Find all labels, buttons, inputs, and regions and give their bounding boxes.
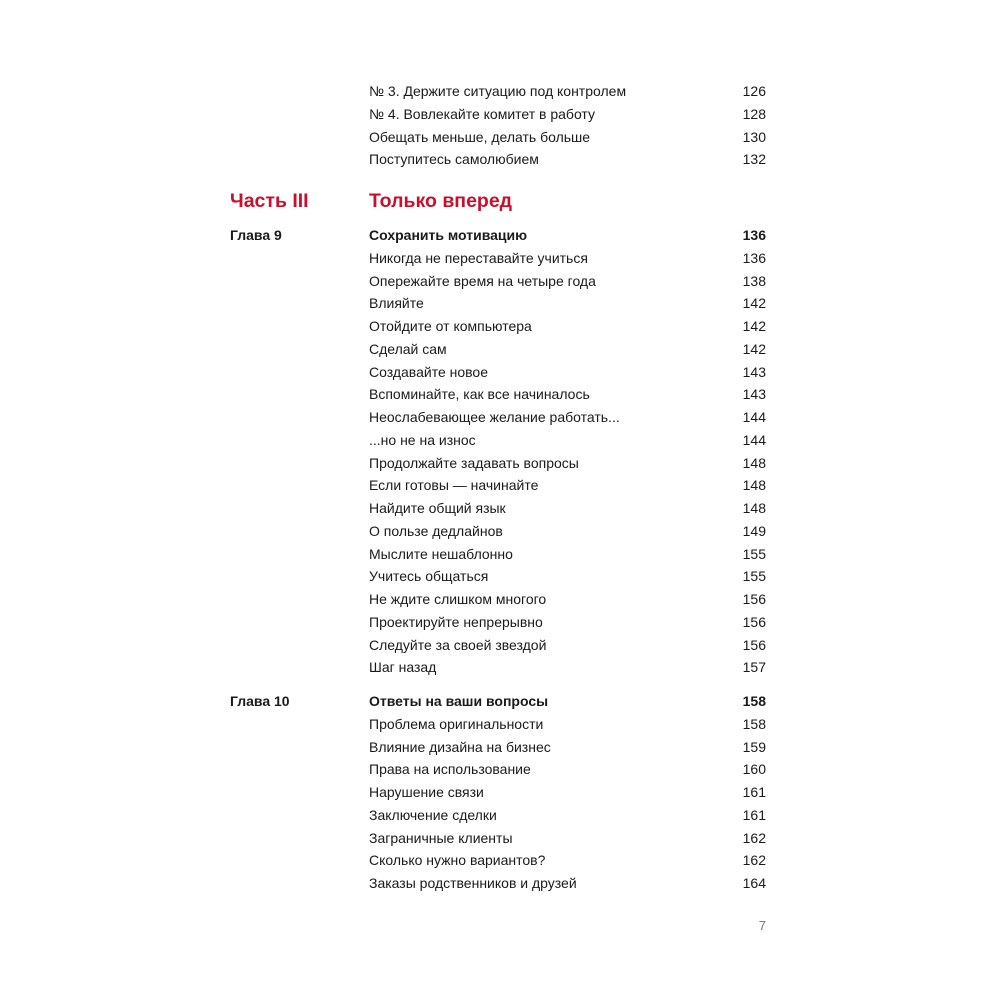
entry-title: Проблема оригинальности (369, 715, 544, 732)
chapter-label (230, 611, 369, 634)
entry-page: 158 (742, 693, 766, 709)
chapter-label (230, 804, 369, 827)
part-label: Часть III (230, 190, 309, 212)
entry-title: Влияйте (369, 295, 424, 312)
entry-title: ...но не на износ (369, 431, 476, 448)
entry-page: 155 (742, 568, 766, 585)
entry-title: О пользе дедлайнов (369, 522, 503, 539)
entry-title: Сохранить мотивацию (369, 227, 528, 243)
entry-page: 157 (742, 659, 766, 676)
entry-title: Влияние дизайна на бизнес (369, 738, 551, 755)
entry-page: 148 (742, 454, 766, 471)
chapter-label (230, 383, 369, 406)
entry-page: 136 (742, 249, 766, 266)
part-heading (230, 189, 766, 213)
chapter-label (230, 126, 369, 149)
chapter-label (230, 429, 369, 452)
chapter-label (230, 452, 369, 475)
chapter-heading-row (230, 690, 766, 713)
chapter-label (230, 634, 369, 657)
entry-title: Вспоминайте, как все начиналось (369, 386, 590, 403)
chapter-label (230, 338, 369, 361)
entry-title: Неослабевающее желание работать... (369, 409, 620, 425)
entry-page: 136 (742, 227, 766, 243)
toc-entry (230, 611, 766, 634)
entry-page: 160 (742, 761, 766, 778)
entry-page: 132 (742, 151, 766, 168)
chapter-label: Глава 10 (230, 693, 290, 709)
entry-page: 164 (742, 875, 766, 891)
chapter-label (230, 736, 369, 759)
entry-page: 144 (742, 431, 766, 448)
entry-title: № 3. Держите ситуацию под контролем (369, 83, 627, 99)
entry-title: Мыслите нешаблонно (369, 545, 513, 562)
toc-entry (230, 474, 766, 497)
toc-entry (230, 520, 766, 543)
entry-title: Заграничные клиенты (369, 829, 513, 846)
toc-entry (230, 315, 766, 338)
entry-title: Поступитесь самолюбием (369, 151, 539, 168)
chapter-label (230, 872, 369, 895)
entry-page: 143 (742, 386, 766, 403)
entry-title: Отойдите от компьютера (369, 318, 532, 334)
chapter-label (230, 565, 369, 588)
page-number: 7 (758, 918, 766, 933)
entry-title: Проектируйте непрерывно (369, 613, 543, 630)
entry-title: Найдите общий язык (369, 500, 506, 516)
entry-title: Никогда не переставайте учиться (369, 249, 588, 266)
entry-page: 159 (742, 738, 766, 755)
chapter-label (230, 247, 369, 270)
toc-entry (230, 292, 766, 315)
toc-continued-entries (230, 80, 766, 171)
chapter-label: Глава 9 (230, 227, 282, 243)
chapter-label (230, 827, 369, 850)
toc-entry (230, 406, 766, 429)
entry-page: 148 (742, 477, 766, 494)
entry-title: Заказы родственников и друзей (369, 875, 577, 891)
chapter-label (230, 656, 369, 679)
toc-entry (230, 849, 766, 872)
entry-title: Опережайте время на четыре года (369, 272, 596, 289)
entry-page: 156 (742, 636, 766, 653)
entry-page: 162 (742, 829, 766, 846)
chapter-label (230, 849, 369, 872)
entry-title: Права на использование (369, 761, 531, 778)
entry-page: 149 (742, 522, 766, 539)
entry-page: 142 (742, 340, 766, 357)
chapter-label (230, 588, 369, 611)
toc-entry (230, 429, 766, 452)
part-title: Только вперед (369, 190, 513, 212)
toc-entry (230, 827, 766, 850)
entry-title: Сколько нужно вариантов? (369, 852, 546, 869)
toc-entry (230, 736, 766, 759)
entry-page: 148 (742, 500, 766, 516)
toc-entry (230, 872, 766, 895)
toc-entry (230, 247, 766, 270)
entry-page: 156 (742, 591, 766, 607)
entry-page: 161 (742, 784, 766, 800)
toc-entry (230, 588, 766, 611)
entry-page: 156 (742, 613, 766, 630)
chapter-label (230, 361, 369, 384)
entry-page: 138 (742, 272, 766, 289)
toc-entry (230, 270, 766, 293)
toc-entry (230, 565, 766, 588)
entry-page: 142 (742, 295, 766, 312)
entry-title: Следуйте за своей звездой (369, 636, 547, 653)
entry-page: 142 (742, 318, 766, 334)
entry-title: Нарушение связи (369, 784, 484, 800)
entry-title: Заключение сделки (369, 806, 497, 823)
entry-title: Не ждите слишком многого (369, 591, 547, 607)
entry-title: Обещать меньше, делать больше (369, 128, 591, 145)
entry-title: Сделай сам (369, 340, 447, 357)
toc-entry (230, 361, 766, 384)
toc-entry (230, 634, 766, 657)
toc-entry (230, 80, 766, 103)
entry-title: Шаг назад (369, 659, 437, 676)
entry-page: 144 (742, 409, 766, 425)
entry-page: 158 (742, 715, 766, 732)
toc-entry (230, 126, 766, 149)
chapter-label (230, 80, 369, 103)
toc-entry (230, 497, 766, 520)
toc-entry (230, 781, 766, 804)
chapter-label (230, 148, 369, 171)
toc-entry (230, 758, 766, 781)
chapter-label (230, 315, 369, 338)
chapter-label (230, 474, 369, 497)
chapter-label (230, 406, 369, 429)
entry-page: 128 (742, 105, 766, 122)
chapter-label (230, 103, 369, 126)
toc-entry (230, 452, 766, 475)
chapter-label (230, 520, 369, 543)
entry-title: Учитесь общаться (369, 568, 489, 585)
chapter-label (230, 543, 369, 566)
chapter-label (230, 497, 369, 520)
chapter-label (230, 758, 369, 781)
entry-title: Ответы на ваши вопросы (369, 693, 549, 709)
entry-page: 126 (742, 83, 766, 99)
chapter-9 (230, 224, 766, 679)
toc-entry (230, 338, 766, 361)
toc-entry (230, 804, 766, 827)
entry-page: 161 (742, 806, 766, 823)
toc-entry (230, 713, 766, 736)
chapter-label (230, 713, 369, 736)
chapter-10 (230, 690, 766, 895)
entry-title: № 4. Вовлекайте комитет в работу (369, 105, 595, 122)
chapter-label (230, 292, 369, 315)
entry-page: 143 (742, 363, 766, 380)
entry-page: 155 (742, 545, 766, 562)
toc-entry (230, 148, 766, 171)
chapter-label (230, 270, 369, 293)
toc-entry (230, 383, 766, 406)
entry-title: Если готовы — начинайте (369, 477, 539, 494)
entry-page: 130 (742, 128, 766, 145)
chapter-heading-row (230, 224, 766, 247)
entry-title: Продолжайте задавать вопросы (369, 454, 579, 471)
entry-page: 162 (742, 852, 766, 869)
chapter-label (230, 781, 369, 804)
toc-entry (230, 103, 766, 126)
toc-entry (230, 543, 766, 566)
toc-entry (230, 656, 766, 679)
entry-title: Создавайте новое (369, 363, 488, 380)
